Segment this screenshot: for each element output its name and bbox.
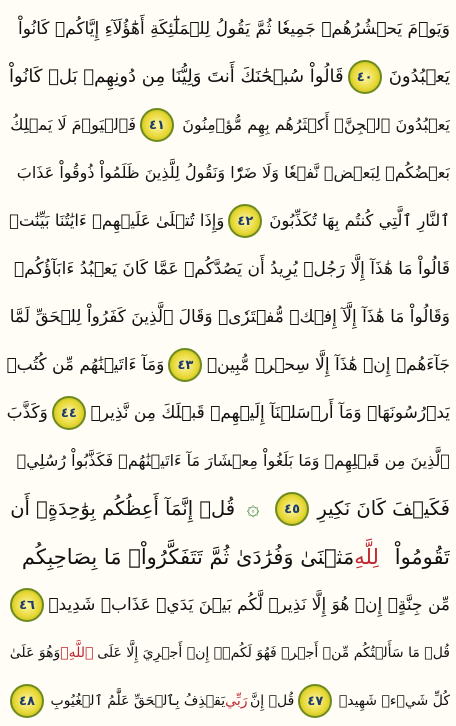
verse-text: كُلِّ شَيۡءٖ شَهِيدٞ [338, 693, 450, 709]
divine-name-text: ٱللَّهِۖ [60, 645, 94, 661]
verse-text: مِّن جِنَّةٍۚ إِنۡ هُوَ إِلَّا نَذِيرٞ لَّكُم بَيۡنَ يَدَيۡ عَذَابٖ شَدِيدٖ [48, 595, 450, 615]
verse-text: وَمَآ ءَاتَيۡنَٰهُم مِّن كُتُبٖ [6, 355, 165, 375]
ayah-number-marker: ٤٣ [168, 348, 202, 382]
verse-text: وَهُوَ عَلَىٰ [9, 645, 61, 661]
verse-line [6, 678, 450, 724]
verse-text: وَيَوۡمَ يَحۡشُرُهُمۡ جَمِيعٗا ثُمَّ يَقُولُ لِلۡمَلَٰٓئِكَةِ أَهَٰٓؤُلَآءِ إِيَّاكُمۡ كَانُواْ [18, 19, 450, 39]
verse-text: جَآءَهُمۡ إِنۡ هَٰذَآ إِلَّا سِحۡرٞ مُّبِينٞ [206, 355, 450, 375]
verse-line [6, 534, 450, 580]
ayah-number-marker: ٤٨ [10, 684, 44, 718]
verse-line [6, 342, 450, 388]
rub-el-hizb-icon: ۞ [246, 496, 260, 521]
verse-text: قُلۡ إِنَّ [250, 693, 295, 709]
verse-text: وَقَالُواْ مَا هَٰذَآ إِلَّآ إِفۡكٞ مُّفۡتَرٗىۚ وَقَالَ ٱلَّذِينَ كَفَرُواْ لِلۡحَقِّ لَمَّا [9, 307, 450, 327]
verse-text: قَالُواْ مَا هَٰذَآ إِلَّا رَجُلٞ يُرِيدُ أَن يَصُدَّكُمۡ عَمَّا كَانَ يَعۡبُدُ ءَابَآؤُكُمۡ [13, 259, 450, 279]
verse-text: يَعۡبُدُونَ ٱلۡجِنَّۖ أَكۡثَرُهُم بِهِم مُّؤۡمِنُونَ [182, 115, 450, 134]
verse-text: فَكَيۡفَ كَانَ نَكِيرِ [317, 497, 450, 520]
verse-line [6, 294, 450, 340]
ayah-number-marker: ٤٦ [10, 588, 44, 622]
ayah-number-marker: ٤٤ [52, 396, 86, 430]
verse-line [6, 150, 450, 196]
ayah-number-marker: ٤١ [140, 108, 174, 142]
verse-text: وَكَذَّبَ [6, 403, 48, 423]
verse-text: ٱلنَّارِ ٱلَّتِي كُنتُم بِهَا تُكَذِّبُونَ [269, 211, 450, 230]
verse-line [6, 246, 450, 292]
verse-text: مَثۡنَىٰ وَفُرَٰدَىٰ ثُمَّ تَتَفَكَّرُواْۚ مَا بِصَاحِبِكُم [21, 545, 355, 569]
verse-line [6, 390, 450, 436]
verse-text: يَعۡبُدُونَ [388, 66, 450, 87]
verse-line [6, 6, 450, 52]
divine-name-text: لِلَّهِ [354, 545, 379, 569]
verse-text: قَالُواْ سُبۡحَٰنَكَ أَنتَ وَلِيُّنَا مِن دُونِهِمۖ بَلۡ كَانُواْ [9, 66, 344, 87]
verse-text: بَعۡضُكُمۡ لِبَعۡضٖ نَّفۡعٗا وَلَا ضَرّٗا وَنَقُولُ لِلَّذِينَ ظَلَمُواْ ذُوقُواْ عَذَابَ [16, 163, 450, 182]
verse-text: وَإِذَا تُتۡلَىٰ عَلَيۡهِمۡ ءَايَٰتُنَا بَيِّنَٰتٖ [8, 211, 225, 230]
verse-text: يَقۡذِفُ بِٱلۡحَقِّ عَلَّٰمُ ٱلۡغُيُوبِ [50, 693, 226, 709]
verse-text: قُلۡ مَا سَأَلۡتُكُم مِّنۡ أَجۡرٖ فَهُوَ لَكُمۡۖ إِنۡ أَجۡرِيَ إِلَّا عَلَى [97, 645, 450, 661]
verse-line [6, 438, 450, 484]
verse-line [6, 630, 450, 676]
ayah-number-marker: ٤٢ [228, 204, 262, 238]
ayah-number-marker: ٤٧ [298, 684, 332, 718]
verse-line [6, 102, 450, 148]
verse-line [6, 54, 450, 100]
verse-line [6, 198, 450, 244]
ayah-number-marker: ٤٥ [275, 492, 309, 526]
verse-line [6, 582, 450, 628]
divine-name-text: رَبِّي [225, 693, 248, 709]
ayah-number-marker: ٤٠ [348, 60, 382, 94]
verse-text: يَدۡرُسُونَهَاۖ وَمَآ أَرۡسَلۡنَآ إِلَيۡهِمۡ قَبۡلَكَ مِن نَّذِيرٖ [90, 403, 450, 423]
verse-text: تَقُومُواْ [394, 545, 450, 569]
verse-text: فَٱلۡيَوۡمَ لَا يَمۡلِكُ [10, 115, 136, 134]
verse-text: ٱلَّذِينَ مِن قَبۡلِهِمۡ وَمَا بَلَغُواْ مِعۡشَارَ مَآ ءَاتَيۡنَٰهُمۡ فَكَذَّبُواْ رُسُلِيۖ [16, 451, 450, 470]
verse-line [6, 486, 450, 532]
verse-text: قُلۡ إِنَّمَآ أَعِظُكُم بِوَٰحِدَةٍۖ أَن [10, 497, 236, 520]
